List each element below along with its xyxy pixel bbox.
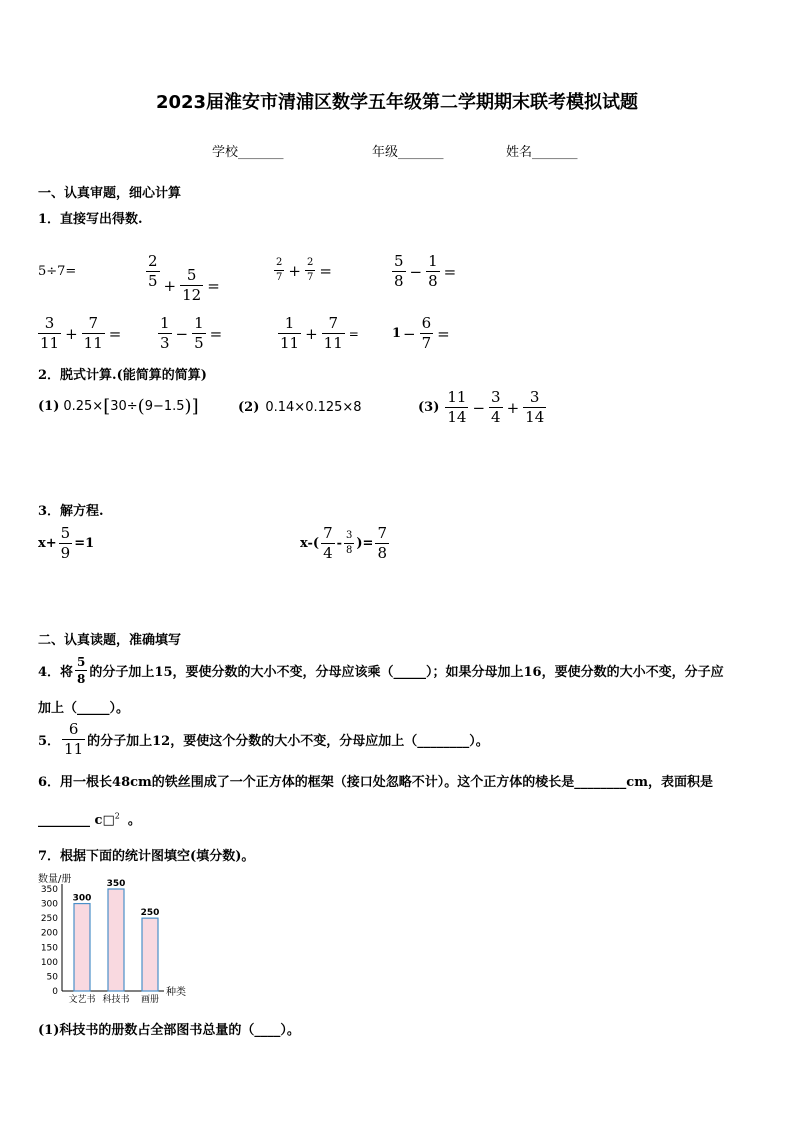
q4-text: 的分子加上15，要使分数的大小不变，分母应该乘（_____）；如果分母加上16，要使分数的大小不变，分子应 — [89, 665, 724, 680]
integer: 1 — [392, 326, 402, 341]
y-tick-label: 350 — [40, 885, 58, 895]
q1-r2c3 — [276, 316, 361, 351]
part-label: (1) — [38, 399, 60, 414]
grade-field: 年级_______ — [372, 145, 444, 160]
expr-text: 0.14×0.125×8 — [265, 400, 362, 415]
bar-data-label: 250 — [140, 908, 160, 919]
section2-heading: 二、认真读题，准确填写 — [38, 633, 182, 648]
q6-end: 。 — [127, 813, 141, 828]
operator: - — [336, 536, 343, 551]
bracket: ] — [191, 396, 199, 417]
name-field: 姓名_______ — [506, 145, 578, 160]
q5-prefix: 5． — [38, 734, 61, 749]
bar-data-label: 300 — [72, 893, 92, 904]
fraction: $\frac{7}{4}$ — [323, 524, 333, 562]
paren: ) — [184, 396, 192, 417]
q2-part3 — [418, 390, 548, 425]
q7-sub1: (1)科技书的册数占全部图书总量的（____）。 — [38, 1023, 300, 1038]
fraction: $\frac{11}{14}$ — [447, 388, 467, 426]
expr-text: 30÷ — [110, 399, 138, 414]
paren: ( — [137, 396, 145, 417]
q4-prefix: 4．将 — [38, 665, 74, 680]
expr-text: 0.25× — [63, 399, 104, 414]
operator: + — [65, 324, 78, 343]
operator: − — [175, 324, 189, 343]
exponent: 2 — [114, 811, 120, 821]
operator: − — [403, 324, 416, 343]
part-label: (3) — [418, 400, 440, 415]
q3-equation1 — [38, 526, 94, 561]
q6-line1: 6．用一根长48cm的铁丝围成了一个正方体的框架（接口处忽略不计）。这个正方体的棱长是________cm，表面积是 — [38, 775, 713, 790]
operator: − — [409, 262, 423, 281]
y-tick-label: 150 — [40, 943, 58, 954]
fraction: $\frac{1}{3}$ — [160, 314, 170, 352]
bar — [74, 904, 90, 991]
q6-text: ________ c — [38, 813, 103, 828]
fraction: $\frac{5}{8}$ — [394, 252, 404, 290]
operator: + — [506, 398, 520, 417]
bar-data-label: 350 — [106, 879, 126, 889]
fraction: $\frac{1}{8}$ — [428, 252, 438, 290]
fraction: $\frac{3}{11}$ — [40, 314, 60, 352]
operator: + — [288, 261, 301, 280]
bar — [142, 918, 158, 991]
equals: = — [209, 324, 223, 343]
section1-heading: 一、认真审题，细心计算 — [38, 186, 182, 201]
q2-label: 2．脱式计算.(能简算的简算) — [38, 368, 207, 383]
q1-r2c4 — [392, 316, 452, 351]
expr-text: 5÷7= — [38, 264, 77, 279]
fraction: $\frac{1}{5}$ — [194, 314, 204, 352]
fraction: $\frac{7}{8}$ — [377, 524, 387, 562]
fraction: $\frac{3}{4}$ — [491, 388, 501, 426]
y-tick-label: 300 — [40, 899, 58, 910]
fraction: $\frac{3}{8}$ — [346, 530, 353, 556]
x-category-label: 科技书 — [102, 995, 130, 1005]
q1-r1c4 — [390, 254, 458, 289]
y-tick-label: 0 — [52, 987, 58, 997]
equals: = — [443, 262, 457, 281]
y-tick-label: 100 — [40, 957, 58, 968]
q2-part1 — [38, 396, 199, 417]
q1-r1c1 — [38, 264, 76, 279]
q7-label: 7．根据下面的统计图填空(填分数)。 — [38, 849, 255, 864]
fraction: $\frac{2}{7}$ — [276, 257, 283, 283]
expr-text: x+ — [38, 536, 57, 551]
missing-glyph-box: □ — [102, 813, 115, 828]
equals: = — [348, 326, 359, 341]
fraction: $\frac{6}{11}$ — [64, 720, 84, 758]
equals: = — [108, 324, 122, 343]
q4-line2: 加上（_____）。 — [38, 701, 130, 716]
equals: = — [437, 324, 450, 343]
y-tick-label: 200 — [40, 928, 58, 939]
fraction: $\frac{7}{11}$ — [323, 314, 343, 352]
fraction: $\frac{3}{14}$ — [525, 388, 545, 426]
x-axis-label: 种类 — [166, 987, 186, 998]
fraction: $\frac{1}{11}$ — [280, 314, 300, 352]
expr-text: 9−1.5 — [144, 399, 185, 414]
q1-r2c1 — [36, 316, 123, 351]
bar-chart — [36, 868, 206, 1008]
bar-chart-svg — [36, 868, 206, 1008]
q5-text: 的分子加上12，要使这个分数的大小不变，分母应加上（________）。 — [87, 734, 489, 749]
fraction: $\frac{7}{11}$ — [83, 314, 103, 352]
q1-r1c2 — [144, 240, 222, 303]
fraction: $\frac{2}{7}$ — [306, 257, 314, 283]
part-label: (2) — [238, 400, 260, 415]
fraction: $\frac{6}{7}$ — [421, 314, 432, 352]
operator: + — [305, 324, 318, 343]
operator: + — [163, 276, 177, 295]
fraction: $\frac{5}{12}$ — [182, 266, 202, 304]
fraction: $\frac{5}{8}$ — [77, 655, 86, 686]
bracket: [ — [103, 396, 111, 417]
expr-text: =1 — [74, 536, 95, 551]
q6-line2 — [38, 809, 141, 828]
q1-r2c2 — [156, 316, 224, 351]
q1-label: 1．直接写出得数. — [38, 212, 143, 227]
q2-part2 — [238, 400, 362, 415]
q3-equation2 — [300, 526, 391, 561]
q4-line1 — [38, 656, 724, 685]
q5-line — [38, 722, 489, 757]
expr-text: x-( — [300, 536, 320, 551]
equals: = — [319, 261, 332, 280]
y-tick-label: 250 — [40, 914, 58, 925]
y-axis-label: 数量/册 — [38, 874, 72, 885]
bar — [108, 889, 124, 991]
x-category-label: 画册 — [140, 995, 160, 1005]
equals: = — [207, 276, 220, 295]
expr-text: )= — [356, 536, 374, 551]
q1-r1c3 — [272, 258, 334, 283]
school-field: 学校_______ — [212, 145, 284, 160]
y-tick-label: 50 — [46, 972, 58, 983]
operator: − — [472, 398, 486, 417]
x-category-label: 文艺书 — [68, 995, 96, 1005]
fraction: $\frac{5}{9}$ — [60, 524, 71, 562]
page-title: 2023届淮安市清浦区数学五年级第二学期期末联考模拟试题 — [155, 92, 639, 113]
fraction: $\frac{2}{5}$ — [148, 252, 158, 290]
q3-label: 3．解方程. — [38, 504, 104, 519]
